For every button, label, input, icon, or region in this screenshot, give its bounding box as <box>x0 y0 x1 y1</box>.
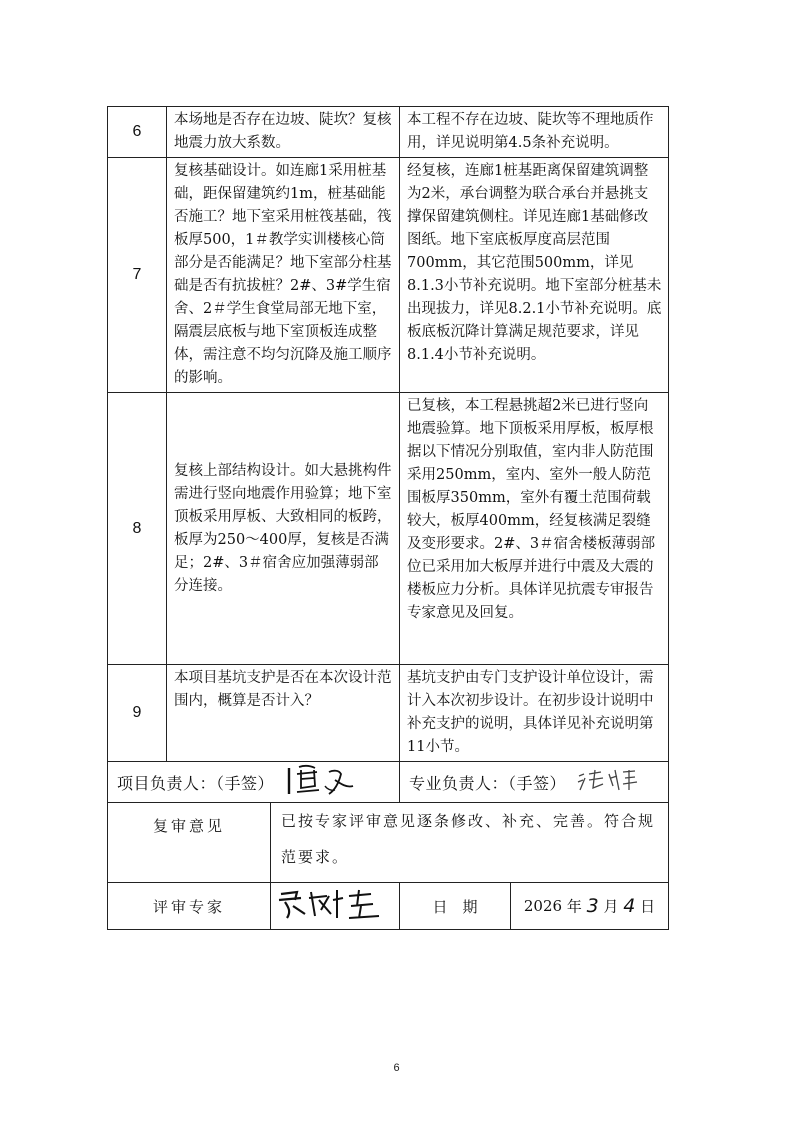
table-row <box>108 393 669 665</box>
expert-label: 评审专家 <box>108 883 271 930</box>
answer-cell: 已复核，本工程悬挑超2米已进行竖向地震验算。地下顶板采用厚板，板厚根据以下情况分别取值，室内非人防范围采用250mm，室内、室外一般人防范围板厚350mm，室外有覆土范围荷载较大，板厚400mm，经复核满足裂缝及变形要求。2#、3＃宿舍楼板薄弱部位已采用加大板厚并进行中震及大震的楼板应力分析。具体详见抗震专审报告专家意见及回复。 <box>400 393 669 665</box>
date-label: 日 期 <box>400 883 511 930</box>
specialty-lead-cell <box>400 762 669 803</box>
question-cell: 复核基础设计。如连廊1采用桩基础，距保留建筑约1m，桩基础能否施工？地下室采用桩筏基础，筏板厚500，1＃教学实训楼核心筒部分是否能满足？地下室部分柱基础是否有抗拔桩？2#、3#学生宿舍、2＃学生食堂局部无地下室，隔震层底板与地下室顶板连成整体，需注意不均匀沉降及施工顺序的影响。 <box>167 158 400 393</box>
expert-signature <box>275 886 395 926</box>
date-month: 3 <box>586 895 599 917</box>
project-lead-label: 项目负责人：（手签） <box>117 773 275 793</box>
review-table <box>107 106 669 930</box>
specialty-lead-signature <box>575 766 641 798</box>
review-opinion-row <box>108 803 669 883</box>
date-value <box>511 883 669 930</box>
expert-signature-cell <box>271 883 400 930</box>
row-number: 9 <box>108 665 167 762</box>
signature-row <box>108 762 669 803</box>
row-number: 7 <box>108 158 167 393</box>
project-lead-signature <box>283 762 363 802</box>
answer-cell: 基坑支护由专门支护设计单位设计，需计入本次初步设计。在初步设计说明中补充支护的说明，具体详见补充说明第11小节。 <box>400 665 669 762</box>
table-row <box>108 158 669 393</box>
answer-cell: 本工程不存在边坡、陡坎等不理地质作用，详见说明第4.5条补充说明。 <box>400 107 669 158</box>
date-month-unit: 月 <box>603 897 619 916</box>
date-day: 4 <box>623 895 636 917</box>
question-cell: 本场地是否存在边坡、陡坎？复核地震力放大系数。 <box>167 107 400 158</box>
review-opinion-label: 复审意见 <box>108 803 271 883</box>
expert-row <box>108 883 669 930</box>
row-number: 8 <box>108 393 167 665</box>
row-number: 6 <box>108 107 167 158</box>
date-year-unit: 年 <box>566 897 582 916</box>
specialty-lead-label: 专业负责人：（手签） <box>409 773 567 793</box>
review-opinion-text: 已按专家评审意见逐条修改、补充、完善。符合规范要求。 <box>271 803 669 883</box>
table-row <box>108 107 669 158</box>
date-day-unit: 日 <box>640 897 656 916</box>
page-number: 6 <box>393 1062 400 1074</box>
table-row <box>108 665 669 762</box>
question-cell: 复核上部结构设计。如大悬挑构件需进行竖向地震作用验算；地下室顶板采用厚板、大致相同的板跨，板厚为250～400厚，复核是否满足；2#、3＃宿舍应加强薄弱部分连接。 <box>167 393 400 665</box>
answer-cell: 经复核，连廊1桩基距离保留建筑调整为2米，承台调整为联合承台并悬挑支撑保留建筑侧柱。详见连廊1基础修改图纸。地下室底板厚度高层范围700mm，其它范围500mm，详见8.1.3小节补充说明。地下室部分桩基未出现拔力，详见8.2.1小节补充说明。底板底板沉降计算满足规范要求，详见8.1.4小节补充说明。 <box>400 158 669 393</box>
question-cell: 本项目基坑支护是否在本次设计范围内，概算是否计入？ <box>167 665 400 762</box>
project-lead-cell <box>108 762 400 803</box>
date-year: 2026 <box>523 897 563 915</box>
